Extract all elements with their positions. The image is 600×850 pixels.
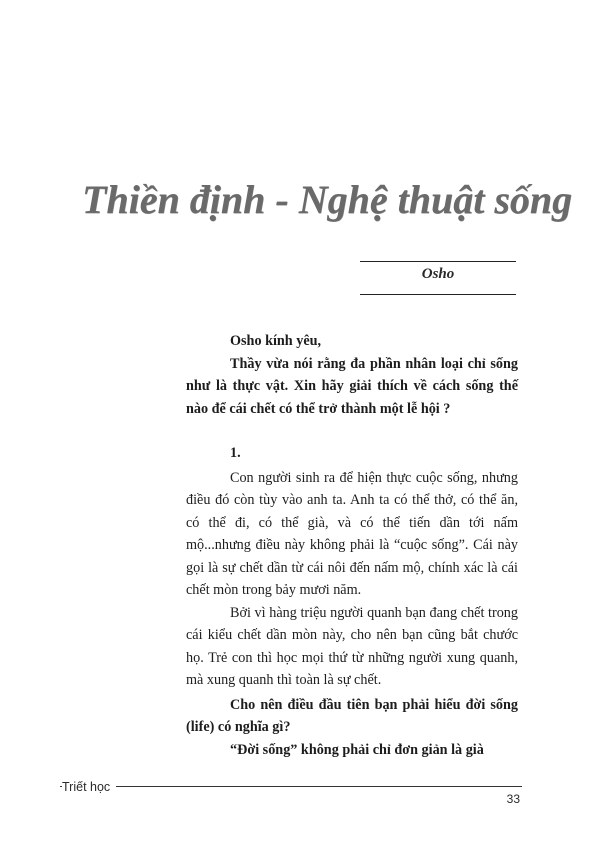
author-name: Osho [421, 266, 455, 282]
author-rule-bottom [360, 294, 516, 295]
footer-rule [60, 786, 522, 787]
paragraph: Bởi vì hàng triệu người quanh bạn đang chết trong cái kiểu chết dần mòn này, cho nên bạn cũng bắt chước họ. Trẻ con thì học mọi thứ từ những người xung quanh, mà xung quanh thì toàn là sự chết. [186, 604, 518, 688]
author-rule-top [360, 261, 516, 262]
section-number: 1. [230, 445, 241, 461]
paragraph: Cho nên điều đầu tiên bạn phải hiểu đời sống (life) có nghĩa gì? [186, 696, 518, 735]
article-title: Thiền định - Nghệ thuật sống [82, 177, 573, 222]
paragraph: Con người sinh ra để hiện thực cuộc sống, nhưng điều đó còn tùy vào anh ta. Anh ta có thể thở, có thể ăn, có thể đi, có thể già, và có thể tiến dần tới nấm mộ...nhưng điều này không phải là “cuộc sống”. Cái này gọi là sự chết dần từ cái nôi đến nấm mộ, chính xác là cái chết mòn trong bảy mươi năm. [186, 469, 518, 598]
paragraph: “Đời sống” không phải chỉ đơn giản là già [230, 741, 484, 758]
footer-section-label: Triết học [62, 780, 116, 794]
article-body [186, 330, 518, 761]
page-number: 33 [506, 792, 520, 806]
question-salutation: Osho kính yêu, [230, 333, 322, 349]
question-text: Thầy vừa nói rằng đa phần nhân loại chỉ sống như là thực vật. Xin hãy giải thích về cách sống thế nào để cái chết có thể trở thành một lễ hội ? [186, 355, 518, 417]
